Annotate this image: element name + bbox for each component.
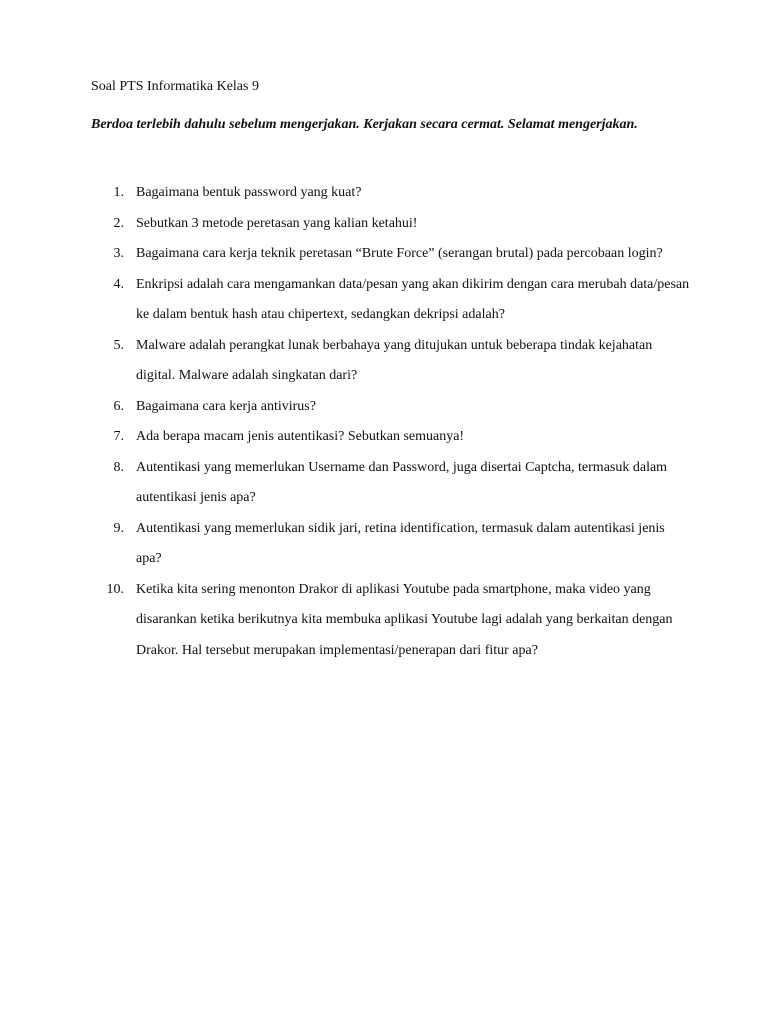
question-number: 4. (113, 276, 124, 292)
question-item (91, 392, 691, 423)
question-number: 9. (113, 520, 124, 536)
question-number: 10. (106, 581, 124, 597)
document-title: Soal PTS Informatika Kelas 9 (91, 79, 259, 94)
question-text: Malware adalah perangkat lunak berbahaya yang ditujukan untuk beberapa tindak kejahatan digital. Malware adalah singkatan dari? (136, 337, 653, 383)
question-text: Ketika kita sering menonton Drakor di aplikasi Youtube pada smartphone, maka video yang disarankan ketika berikutnya kita membuka aplikasi Youtube lagi adalah yang berkaitan dengan Drakor. Hal tersebut merupakan implementasi/penerapan dari fitur apa? (136, 581, 673, 658)
question-item (91, 239, 691, 270)
question-number: 6. (113, 398, 124, 414)
question-text: Bagaimana cara kerja teknik peretasan “Brute Force” (serangan brutal) pada percobaan login? (136, 246, 663, 261)
question-text: Enkripsi adalah cara mengamankan data/pesan yang akan dikirim dengan cara merubah data/pesan ke dalam bentuk hash atau chipertext, sedangkan dekripsi adalah? (136, 276, 690, 322)
question-number: 5. (113, 337, 124, 353)
question-list (91, 178, 691, 666)
question-number: 1. (113, 185, 124, 200)
question-item (91, 575, 691, 667)
question-text: Sebutkan 3 metode peretasan yang kalian ketahui! (136, 215, 418, 231)
question-text: Bagaimana bentuk password yang kuat? (136, 185, 362, 200)
question-item (91, 331, 691, 392)
question-text: Bagaimana cara kerja antivirus? (136, 398, 316, 414)
question-number: 7. (113, 429, 124, 444)
question-item (91, 453, 691, 514)
question-item (91, 422, 691, 453)
question-item (91, 209, 691, 240)
question-item (91, 270, 691, 331)
question-item (91, 178, 691, 209)
question-item (91, 514, 691, 575)
question-number: 3. (113, 246, 124, 261)
question-text: Ada berapa macam jenis autentikasi? Sebutkan semuanya! (136, 429, 465, 444)
question-text: Autentikasi yang memerlukan Username dan Password, juga disertai Captcha, termasuk dalam autentikasi jenis apa? (136, 459, 668, 505)
question-number: 2. (113, 215, 124, 231)
question-text: Autentikasi yang memerlukan sidik jari, retina identification, termasuk dalam autentikasi jenis apa? (136, 520, 665, 566)
instructions-text: Berdoa terlebih dahulu sebelum mengerjakan. Kerjakan secara cermat. Selamat mengerjakan. (91, 117, 638, 132)
question-number: 8. (113, 459, 124, 475)
